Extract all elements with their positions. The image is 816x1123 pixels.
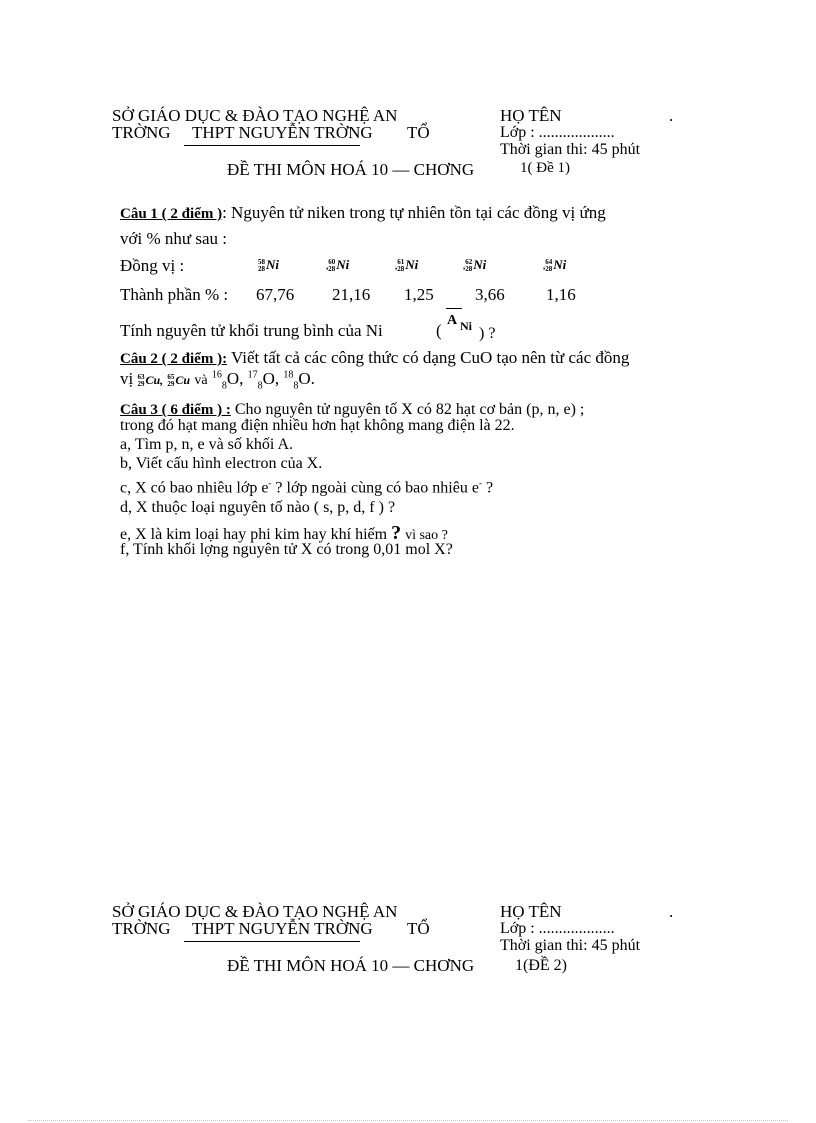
q1-ask: Tính nguyên tử khối trung bình của Ni (120, 321, 383, 340)
isotope-ni-60: ,60 28Ni (326, 257, 350, 274)
name-label: HỌ TÊN (500, 106, 562, 125)
org-name: SỞ GIÁO DỤC & ĐÀO TẠO NGHỆ AN (112, 902, 398, 921)
q2-line-2: vị 63 29Cu, 65 29Cu và $^{16}_8$O, $^{17}_8$O, $^{18}_8$O. (120, 369, 315, 392)
school-name: THPT NGUYỄN TRỜNG (192, 123, 373, 142)
q1-label: Câu 1 ( 2 điểm ) (120, 206, 223, 222)
school-underline (184, 941, 360, 942)
q3-label: Câu 3 ( 6 điểm ) : (120, 402, 231, 418)
q3-part-c: c, X có bao nhiêu lớp e- ? lớp ngoài cùng có bao nhiêu e- ? (120, 478, 494, 497)
name-label: HỌ TÊN (500, 902, 562, 921)
percent-1: 67,76 (256, 285, 295, 304)
group-label: TỔ (407, 123, 430, 142)
overbar-mark (446, 308, 462, 309)
percent-3: 1,25 (404, 285, 434, 304)
group-label: TỔ (407, 919, 430, 938)
school-name: THPT NGUYỄN TRỜNG (192, 919, 373, 938)
isotope-ni-64: ,64 28Ni (543, 257, 567, 274)
isotopes-label: Đồng vị : (120, 256, 185, 275)
name-dot: . (669, 902, 674, 921)
q2-line-1 (120, 348, 629, 368)
avg-mass-Ni: Ni (460, 319, 472, 333)
school-label: TRỜNG (112, 123, 171, 142)
q3-part-f: f, Tính khối lợng nguyên tử X có trong 0,01 mol X? (120, 541, 453, 558)
q3-text-1: Cho nguyên tử nguyên tố X có 82 hạt cơ bản (p, n, e) ; (234, 401, 585, 418)
exam-time: Thời gian thi: 45 phút (500, 141, 641, 158)
org-name: SỞ GIÁO DỤC & ĐÀO TẠO NGHỆ AN (112, 106, 398, 125)
exam-title-suffix: 1( Đề 1) (520, 160, 570, 176)
q1-text-1: : Nguyên tử niken trong tự nhiên tồn tại các đồng vị ứng (222, 203, 606, 222)
exam-title: ĐỀ THI MÔN HOÁ 10 — CHƠNG (227, 160, 475, 179)
percent-5: 1,16 (546, 285, 576, 304)
q1-text-2: với % như sau : (120, 229, 227, 248)
q3-part-b: b, Viết cấu hình electron của X. (120, 455, 323, 472)
q3-part-d: d, X thuộc loại nguyên tố nào ( s, p, d, f ) ? (120, 499, 396, 516)
q1-ask-end: ) ? (479, 325, 496, 342)
isotope-cu-63: 63 29Cu, (137, 373, 164, 389)
class-label: Lớp : ................... (500, 920, 615, 937)
q3-part-e: e, X là kim loại hay phi kim hay khí hiếm ? vì sao ? (120, 522, 448, 544)
percent-label: Thành phần % : (120, 285, 229, 304)
q1-line-1 (120, 203, 606, 223)
page-bottom-divider (28, 1120, 788, 1121)
q1-ask-paren: ( (436, 321, 442, 340)
q3-text-2: trong đó hạt mang điện nhiều hơn hạt không mang điện là 22. (120, 417, 515, 434)
q3-part-a: a, Tìm p, n, e và số khối A. (120, 436, 294, 453)
q2-label: Câu 2 ( 2 điểm ): (120, 351, 228, 367)
school-label: TRỜNG (112, 919, 171, 938)
percent-4: 3,66 (475, 285, 505, 304)
q2-text-1: Viết tất cả các công thức có dạng CuO tạo nên từ các đồng (231, 348, 630, 367)
exam-title-suffix: 1(ĐỀ 2) (515, 957, 567, 974)
exam-time: Thời gian thi: 45 phút (500, 937, 641, 954)
avg-mass-A: A (447, 313, 458, 328)
percent-2: 21,16 (332, 285, 371, 304)
school-underline (184, 145, 360, 146)
isotope-ni-58: 58 28Ni (258, 257, 279, 274)
name-dot: . (669, 106, 674, 125)
class-label: Lớp : ................... (500, 124, 615, 141)
isotope-cu-65: 65 29Cu (167, 373, 191, 389)
isotope-ni-61: ,61 28Ni (395, 257, 419, 274)
isotope-ni-62: ,62 28Ni (463, 257, 487, 274)
exam-title: ĐỀ THI MÔN HOÁ 10 — CHƠNG (227, 956, 475, 975)
